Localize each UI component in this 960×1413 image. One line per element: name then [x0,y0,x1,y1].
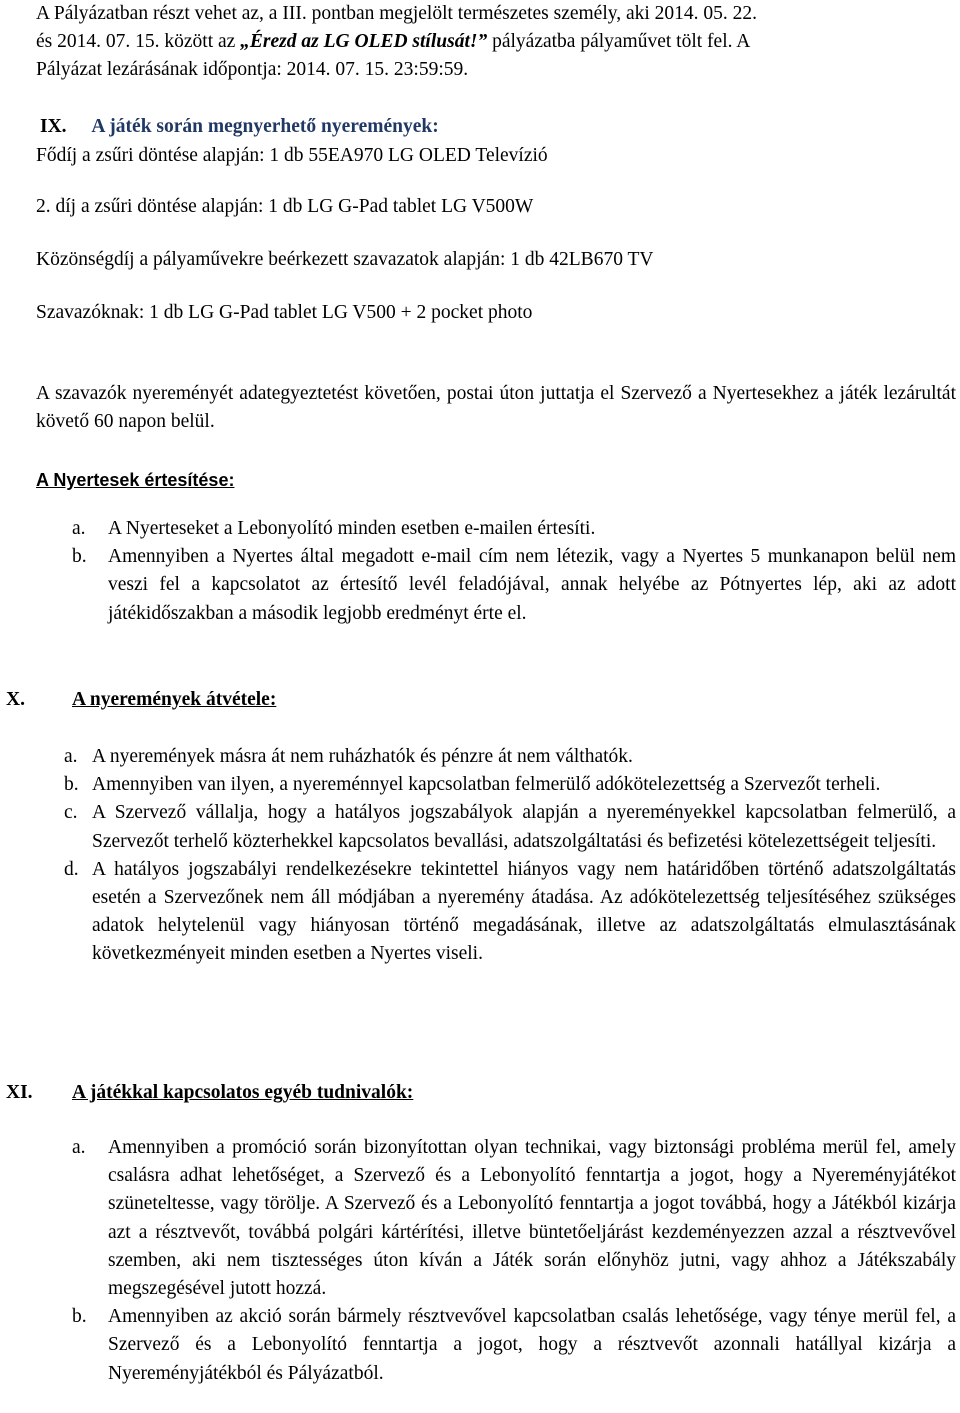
section-xi-item-a [36,1134,956,1303]
section-ix-heading [36,113,956,141]
intro-line-2-post: pályázatba pályaművet tölt fel. A [487,31,751,53]
intro-line-2-pre: és 2014. 07. 15. között az [36,31,241,53]
intro-paragraph [36,0,956,85]
section-x-item-c-mark: c. [64,802,78,824]
section-x-item-c-text: A Szervező vállalja, hogy a hatályos jogszabályok alapján a nyereményekkel kapcsolatban felmerülő, a Szervezőt terhelő közterhekkel kapcsolatos bevallási, adatszolgáltatási és befizetési kötelezettségeit teljesíti. [92,802,956,852]
section-x-item-a-mark: a. [64,746,78,767]
section-x-item-d-mark: d. [64,858,79,880]
game-name: „Érezd az LG OLED stílusát!” [240,31,488,53]
notice-item-a-mark: a. [72,518,86,539]
section-xi-item-a-mark: a. [72,1137,86,1158]
section-ix-number: IX. [40,116,67,137]
section-xi-item-b-mark: b. [72,1306,87,1328]
section-ix-title: A játék során megnyerhető nyeremények: [91,116,439,137]
section-x-item-a-text: A nyeremények másra át nem ruházhatók és pénzre át nem válthatók. [92,746,633,767]
section-x-item-b-mark: b. [64,774,79,796]
section-xi-item-a-text: Amennyiben a promóció során bizonyítottan olyan technikai, vagy biztonsági probléma merül fel, amely csalásra adhat lehetőséget, a Szervező és a Lebonyolító fenntartja a jogot, hogy a Nyereményjátékot szüneteltesse, vagy törölje. A Szervező és a Lebonyolító fenntartja a jogot továbbá, hogy a Játékból kizárja azt a résztvevőt, továbbá polgári kártérítési, illetve büntetőeljárást kezdeményezzen azzal a résztvevővel szemben, aki nem tisztességes úton kíván a Játék során előnyhöz jutni, vagy ahhoz a Játékszabály megszegésével jutott hozzá. [108,1137,956,1300]
prize-main: Fődíj a zsűri döntése alapján: 1 db 55EA970 LG OLED Televízió [36,145,548,166]
section-xi-item-b-text: Amennyiben az akció során bármely résztvevővel kapcsolatban csalás lehetősége, vagy ténye merül fel, a Szervező és a Lebonyolító fenntartja a jogot, hogy a résztvevőt azonnali hatállyal kizárja a Nyereményjátékból és Pályázatból. [108,1306,956,1384]
voters-note: A szavazók nyereményét adategyeztetést követően, postai úton juttatja el Szervező a Nyertesekhez a játék lezárultát követő 60 napon belül. [36,383,956,433]
section-x-item-d [36,856,956,969]
section-xi-item-b [36,1303,956,1388]
notice-item-a [36,515,956,543]
notice-item-b [36,543,956,628]
intro-line-1: A Pályázatban részt vehet az, a III. pontban megjelölt természetes személy, aki 2014. 05. 22. [36,3,758,24]
notice-item-b-mark: b. [72,546,87,568]
prize-voters: Szavazóknak: 1 db LG G-Pad tablet LG V500 + 2 pocket photo [36,302,533,323]
section-x-item-c [36,799,956,855]
section-xi-number: XI. [6,1082,33,1103]
intro-line-3: Pályázat lezárásának időpontja: 2014. 07. 15. 23:59:59. [36,59,469,81]
section-x-list [36,743,956,969]
section-xi-list [36,1134,956,1388]
prize-second: 2. díj a zsűri döntése alapján: 1 db LG G-Pad tablet LG V500W [36,196,534,217]
section-x-title: A nyeremények átvétele: [72,689,277,710]
notice-item-a-text: A Nyerteseket a Lebonyolító minden esetben e-mailen értesíti. [108,518,596,539]
section-x-item-b-text: Amennyiben van ilyen, a nyereménnyel kapcsolatban felmerülő adókötelezettség a Szervezőt terheli. [92,774,881,796]
prize-audience: Közönségdíj a pályaművekre beérkezett szavazatok alapján: 1 db 42LB670 TV [36,249,654,270]
section-x-item-b [36,771,956,799]
notice-item-b-text: Amennyiben a Nyertes által megadott e-mail cím nem létezik, vagy a Nyertes 5 munkanapon belül nem veszi fel a kapcsolatot az értesítő levél feladójával, annak helyébe az Pótnyertes lép, aki az adott játékidőszakban a második legjobb eredményt érte el. [108,546,956,624]
notice-heading: A Nyertesek értesítése: [36,470,235,490]
intro-line-2 [36,28,956,56]
section-x-number: X. [6,689,25,710]
section-x-item-a [36,743,956,771]
section-xi-title: A játékkal kapcsolatos egyéb tudnivalók: [72,1082,414,1103]
notice-list [36,515,956,628]
section-x-item-d-text: A hatályos jogszabályi rendelkezésekre tekintettel hiányos vagy nem határidőben történő adatszolgáltatás esetén a Szervezőnek nem áll módjában a nyeremény átadása. Az adókötelezettség teljesítéséhez szükséges adatok helytelenül vagy hiányosan történő megadásának, illetve az adatszolgáltatás elmulasztásának következményeit minden esetben a Nyertes viseli. [92,858,956,965]
